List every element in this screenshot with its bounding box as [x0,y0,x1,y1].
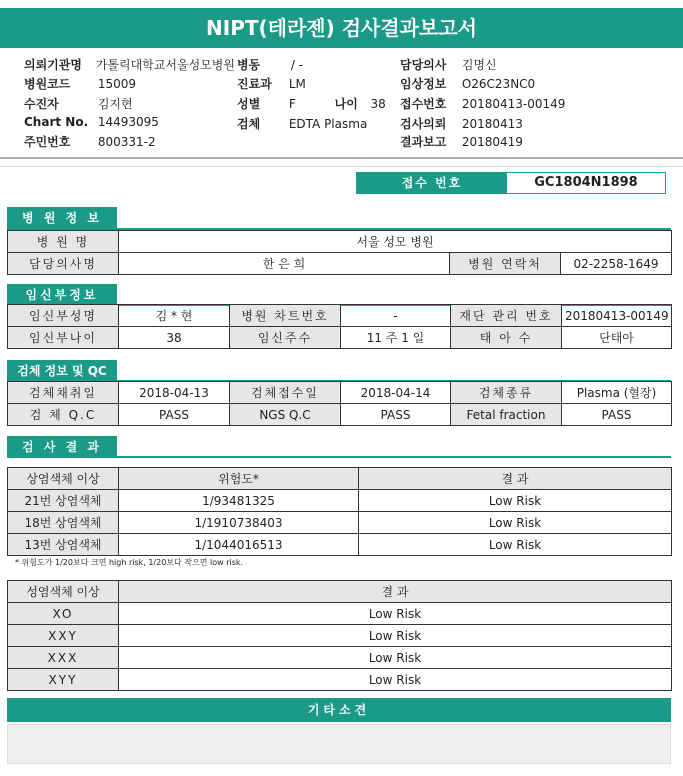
mother-age-label: 임신부나이 [8,327,119,349]
age-label: 나이 [334,97,358,111]
ward-label: 병동 [237,58,261,72]
dept-field [237,75,306,92]
specimen-value: EDTA Plasma [288,117,368,131]
hospital-table [7,230,672,275]
table-row [8,647,672,669]
table-row [8,231,672,253]
receipt-label: 접수 번호 [357,173,507,193]
risk-value: 1/93481325 [119,490,359,512]
specimen-type-label: 검체종류 [451,382,562,404]
sex-result-value: Low Risk [119,625,672,647]
request-label: 검사의뢰 [400,117,447,131]
receipt-no-field [400,95,565,112]
chromosome-name: 18번 상염색체 [8,512,119,534]
risk-col-header: 위험도* [119,468,359,490]
result-value: Low Risk [359,512,672,534]
ngs-qc-value: PASS [341,404,451,426]
sex-chromosome-name: XXY [8,625,119,647]
doctor-value: 김명신 [461,58,497,72]
autosome-table [7,467,672,556]
specimen-field [237,115,367,132]
foundation-no-label: 재단 관리 번호 [451,305,562,327]
table-row [8,382,672,404]
table-row [8,490,672,512]
mother-table [7,304,672,349]
specimen-qc-value: PASS [119,404,230,426]
specimen-type-value: Plasma (혈장) [562,382,672,404]
request-value: 20180413 [461,117,523,131]
request-field [400,115,523,132]
sex-result-value: Low Risk [119,669,672,691]
header-divider-light [0,166,683,167]
collect-date-label: 검체채취일 [8,382,119,404]
receive-date-value: 2018-04-14 [341,382,451,404]
specimen-qc-label: 검 체 Q.C [8,404,119,426]
mother-chart-value: - [341,305,451,327]
mother-age-value: 38 [119,327,230,349]
header-divider [0,157,683,159]
collect-date-value: 2018-04-13 [119,382,230,404]
institution-label: 의뢰기관명 [24,58,82,72]
chromosome-name: 13번 상염색체 [8,534,119,556]
receipt-no-label: 접수번호 [400,97,447,111]
hospital-code-field [24,75,136,92]
ngs-qc-label: NGS Q.C [230,404,341,426]
fetus-label: 태 아 수 [451,327,562,349]
table-row [8,669,672,691]
hospital-contact-value: 02-2258-1649 [561,253,672,275]
mother-name-value: 김 * 현 [119,305,230,327]
sex-result-value: Low Risk [119,647,672,669]
result-section-line [7,456,671,458]
other-findings-title: 기타소견 [7,698,671,722]
risk-value: 1/1910738403 [119,512,359,534]
result-col-header: 결 과 [359,468,672,490]
mother-name-label: 임신부성명 [8,305,119,327]
specimen-section-title: 검체 정보 및 QC [7,360,117,382]
fetus-value: 단태아 [562,327,672,349]
clinical-field [400,75,535,92]
age-value: 38 [370,97,386,111]
chart-value: 14493095 [97,115,159,129]
patient-value: 김지현 [97,97,133,111]
specimen-label: 검체 [237,117,261,131]
chart-label: Chart No. [24,115,89,129]
foundation-no-value: 20180413-00149 [562,305,672,327]
hospital-doctor-label: 담당의사명 [8,253,119,275]
patient-field [24,95,133,112]
ward-value: / - [290,58,304,72]
receipt-box [356,172,666,194]
sex-result-col-header: 결 과 [119,581,672,603]
result-value: Low Risk [359,490,672,512]
clinical-label: 임상정보 [400,77,447,91]
id-label: 주민번호 [24,135,71,149]
table-row [8,305,672,327]
ward-field [237,56,303,73]
sex-field [237,95,386,112]
patient-label: 수진자 [24,97,59,111]
mother-section-title: 임신부정보 [7,284,117,306]
table-header-row [8,468,672,490]
weeks-value: 11 주 1 일 [341,327,451,349]
hospital-contact-label: 병원 연락처 [450,253,561,275]
sex-chromosome-name: XYY [8,669,119,691]
dept-label: 진료과 [237,77,272,91]
sex-chromosome-col-header: 성염색체 이상 [8,581,119,603]
institution-value: 가톨릭대학교서울성모병원 [95,58,235,72]
autosome-col-header: 상염색체 이상 [8,468,119,490]
hospital-code-label: 병원코드 [24,77,71,91]
doctor-label: 담당의사 [400,58,447,72]
report-title: NIPT(테라젠) 검사결과보고서 [0,8,683,48]
hospital-name-value: 서울 성모 병원 [119,231,672,253]
mother-chart-label: 병원 차트번호 [230,305,341,327]
table-header-row [8,581,672,603]
result-value: Low Risk [359,534,672,556]
id-field [24,133,156,150]
report-value: 20180419 [461,135,523,149]
sex-label: 성별 [237,97,261,111]
result-section-title: 검 사 결 과 [7,436,117,458]
dept-value: LM [288,77,306,91]
table-row [8,404,672,426]
hospital-name-label: 병 원 명 [8,231,119,253]
table-row [8,327,672,349]
sex-chromosome-table [7,580,672,691]
chart-field [24,115,159,129]
id-value: 800331-2 [97,135,156,149]
receipt-value: GC1804N1898 [534,175,638,190]
table-row [8,603,672,625]
sex-result-value: Low Risk [119,603,672,625]
hospital-code-value: 15009 [97,77,137,91]
specimen-table [7,381,672,426]
weeks-label: 임신주수 [230,327,341,349]
sex-chromosome-name: XXX [8,647,119,669]
receive-date-label: 검체접수일 [230,382,341,404]
doctor-field [400,56,497,73]
header-row-1 [24,56,235,73]
other-findings-body [7,724,671,764]
hospital-doctor-value: 한 은 희 [119,253,450,275]
report-field [400,133,523,150]
table-row [8,253,672,275]
hospital-section-title: 병 원 정 보 [7,207,117,229]
report-label: 결과보고 [400,135,447,149]
fetal-fraction-label: Fetal fraction [451,404,562,426]
chromosome-name: 21번 상염색체 [8,490,119,512]
table-row [8,534,672,556]
clinical-value: O26C23NC0 [461,77,536,91]
sex-value: F [288,97,296,111]
table-row [8,625,672,647]
sex-chromosome-name: XO [8,603,119,625]
risk-footnote: * 위험도가 1/20보다 크면 high risk, 1/20보다 작으면 low risk. [15,558,244,567]
risk-value: 1/1044016513 [119,534,359,556]
fetal-fraction-value: PASS [562,404,672,426]
receipt-no-value: 20180413-00149 [461,97,566,111]
table-row [8,512,672,534]
